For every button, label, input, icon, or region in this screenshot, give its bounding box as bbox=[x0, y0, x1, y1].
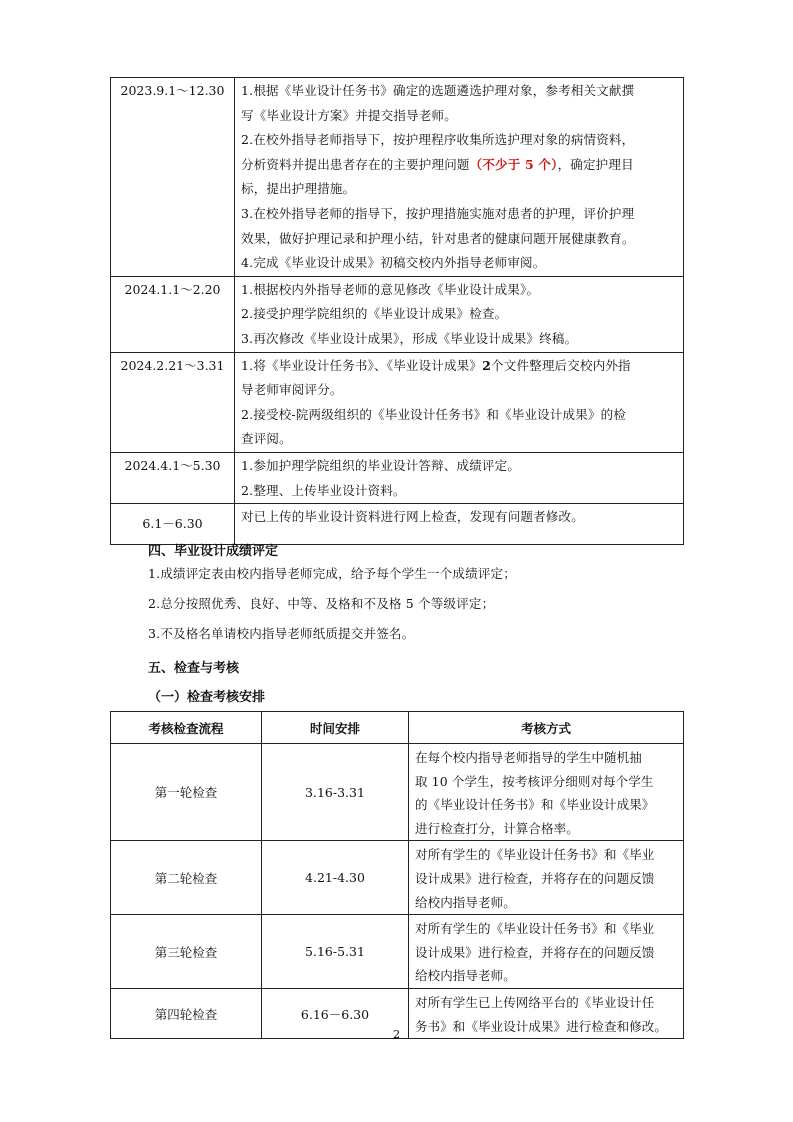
method-line: 设计成果》进行检查，并将存在的问题反馈 bbox=[415, 870, 655, 886]
check-schedule-table bbox=[110, 711, 684, 1039]
column-header: 时间安排 bbox=[262, 712, 409, 744]
schedule-row bbox=[111, 78, 684, 277]
check-stage: 第二轮检查 bbox=[111, 841, 262, 915]
method-line: 取 10 个学生，按考核评分细则对每个学生 bbox=[415, 773, 654, 789]
subsection-heading: （一）检查考核安排 bbox=[148, 690, 266, 705]
column-header: 考核检查流程 bbox=[111, 712, 262, 744]
task-line: 1.参加护理学院组织的毕业设计答辩、成绩评定。 bbox=[241, 457, 521, 473]
grading-rule: 3.不及格名单请校内指导老师纸质提交并签名。 bbox=[148, 626, 415, 641]
schedule-tasks bbox=[235, 452, 684, 503]
schedule-date: 2024.2.21～3.31 bbox=[111, 352, 235, 452]
check-stage: 第三轮检查 bbox=[111, 915, 262, 989]
grading-rule: 1.成绩评定表由校内指导老师完成，给予每个学生一个成绩评定； bbox=[148, 566, 516, 581]
schedule-tasks bbox=[235, 504, 684, 545]
table-header-row bbox=[111, 712, 684, 744]
schedule-table bbox=[110, 77, 684, 545]
task-line: 1.根据《毕业设计任务书》确定的选题遴选护理对象，参考相关文献撰 bbox=[241, 83, 635, 98]
method-line: 对所有学生的《毕业设计任务书》和《毕业 bbox=[415, 847, 655, 863]
task-line: 导老师审阅评分。 bbox=[241, 382, 343, 398]
check-method bbox=[409, 841, 684, 915]
section-heading: 四、毕业设计成绩评定 bbox=[148, 544, 279, 559]
schedule-tasks bbox=[235, 78, 684, 277]
schedule-row bbox=[111, 452, 684, 503]
task-line: 3.在校外指导老师的指导下，按护理措施实施对患者的护理，评价护理 bbox=[241, 205, 635, 221]
method-line: 给校内指导老师。 bbox=[415, 968, 516, 984]
page-number: 2 bbox=[392, 1027, 401, 1041]
check-time: 4.21-4.30 bbox=[262, 841, 409, 915]
check-stage: 第一轮检查 bbox=[111, 744, 262, 841]
schedule-date: 6.1－6.30 bbox=[111, 504, 235, 545]
schedule-row bbox=[111, 276, 684, 352]
section-heading: 五、检查与考核 bbox=[148, 661, 240, 676]
task-line: 4.完成《毕业设计成果》初稿交校内外指导老师审阅。 bbox=[241, 255, 546, 271]
task-line: 效果，做好护理记录和护理小结，针对患者的健康问题开展健康教育。 bbox=[241, 230, 635, 246]
table-row bbox=[111, 841, 684, 915]
method-line: 务书》和《毕业设计成果》进行检查和修改。 bbox=[415, 1018, 668, 1034]
emphasis-text: （不少于 5 个） bbox=[469, 156, 558, 172]
method-line: 设计成果》进行检查，并将存在的问题反馈 bbox=[415, 944, 655, 960]
task-line: 2.接受校-院两级组织的《毕业设计任务书》和《毕业设计成果》的检 bbox=[241, 406, 627, 422]
schedule-date: 2024.4.1～5.30 bbox=[111, 452, 235, 503]
check-stage: 第四轮检查 bbox=[111, 988, 262, 1038]
check-method bbox=[409, 744, 684, 841]
task-line: 1.将《毕业设计任务书》、《毕业设计成果》2个文件整理后交校内外指 bbox=[241, 357, 631, 373]
schedule-row bbox=[111, 504, 684, 545]
method-line: 对所有学生已上传网络平台的《毕业设计任 bbox=[415, 994, 655, 1010]
column-header: 考核方式 bbox=[409, 712, 684, 744]
schedule-date: 2023.9.1～12.30 bbox=[111, 78, 235, 277]
method-line: 进行检查打分，计算合格率。 bbox=[415, 820, 579, 836]
bold-number: 2 bbox=[482, 357, 492, 373]
grading-rule: 2.总分按照优秀、良好、中等、及格和不及格 5 个等级评定； bbox=[148, 596, 495, 611]
task-line: 分析资料并提出患者存在的主要护理问题（不少于 5 个），确定护理目 bbox=[241, 156, 634, 172]
method-line: 对所有学生的《毕业设计任务书》和《毕业 bbox=[415, 921, 655, 937]
task-line: 对已上传的毕业设计资料进行网上检查，发现有问题者修改。 bbox=[241, 509, 584, 525]
method-line: 给校内指导老师。 bbox=[415, 894, 516, 910]
check-time: 3.16-3.31 bbox=[262, 744, 409, 841]
task-line: 2.整理、上传毕业设计资料。 bbox=[241, 482, 406, 498]
table-row bbox=[111, 915, 684, 989]
check-time: 5.16-5.31 bbox=[262, 915, 409, 989]
check-time: 6.16－6.30 bbox=[262, 988, 409, 1038]
task-line: 2.接受护理学院组织的《毕业设计成果》检查。 bbox=[241, 306, 508, 322]
task-line: 3.再次修改《毕业设计成果》，形成《毕业设计成果》终稿。 bbox=[241, 330, 578, 346]
task-line: 2.在校外指导老师指导下，按护理程序收集所选护理对象的病情资料， bbox=[241, 132, 635, 148]
task-line: 写《毕业设计方案》并提交指导老师。 bbox=[241, 107, 457, 123]
schedule-date: 2024.1.1～2.20 bbox=[111, 276, 235, 352]
task-line: 标，提出护理措施。 bbox=[241, 181, 356, 197]
schedule-tasks bbox=[235, 352, 684, 452]
task-line: 1.根据校内外指导老师的意见修改《毕业设计成果》。 bbox=[241, 281, 540, 297]
check-method bbox=[409, 915, 684, 989]
method-line: 在每个校内指导老师指导的学生中随机抽 bbox=[415, 750, 642, 765]
table-row bbox=[111, 744, 684, 841]
schedule-tasks bbox=[235, 276, 684, 352]
task-line: 查评阅。 bbox=[241, 431, 292, 447]
method-line: 的《毕业设计任务书》和《毕业设计成果》 bbox=[415, 797, 655, 813]
schedule-row bbox=[111, 352, 684, 452]
